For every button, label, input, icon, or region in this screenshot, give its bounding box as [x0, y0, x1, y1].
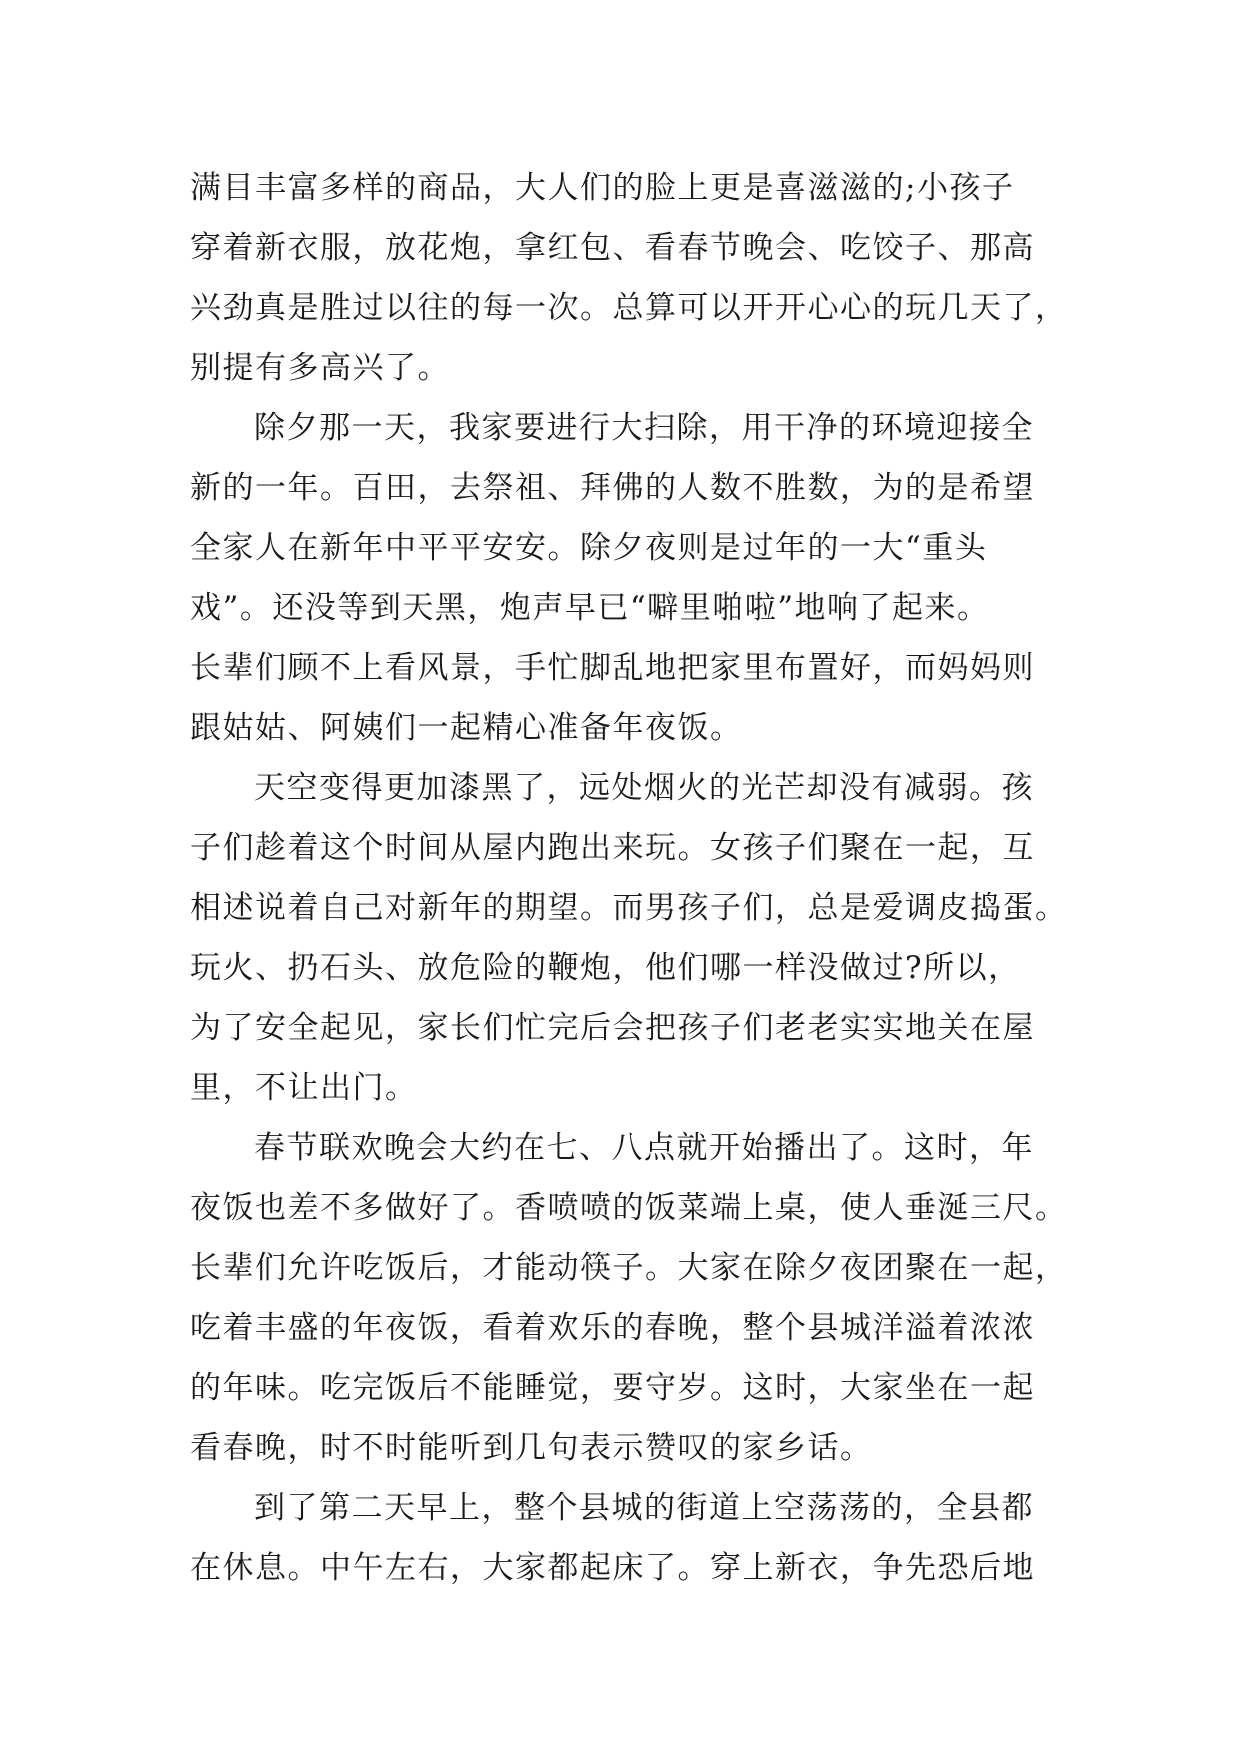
text-line: 长辈们顾不上看风景，手忙脚乱地把家里布置好，而妈妈则 [190, 650, 1035, 686]
paragraph-start-line: 除夕那一天，我家要进行大扫除，用干净的环境迎接全 [254, 410, 1034, 446]
text-line: 玩火、扔石头、放危险的鞭炮，他们哪一样没做过?所以， [190, 950, 1021, 986]
text-line: 夜饭也差不多做好了。香喷喷的饭菜端上桌，使人垂涎三尺。 [190, 1190, 1068, 1226]
paragraph-start-line: 到了第二天早上，整个县城的街道上空荡荡的，全县都 [254, 1490, 1034, 1526]
text-line: 兴劲真是胜过以往的每一次。总算可以开开心心的玩几天了， [190, 290, 1068, 326]
text-line: 为了安全起见，家长们忙完后会把孩子们老老实实地关在屋 [190, 1010, 1035, 1046]
text-line: 满目丰富多样的商品，大人们的脸上更是喜滋滋的;小孩子 [190, 170, 1015, 206]
text-line: 的年味。吃完饭后不能睡觉，要守岁。这时，大家坐在一起 [190, 1370, 1035, 1406]
text-line: 里，不让出门。 [190, 1070, 418, 1106]
text-line: 全家人在新年中平平安安。除夕夜则是过年的一大“重头 [190, 530, 988, 566]
paragraph-start-line: 天空变得更加漆黑了，远处烟火的光芒却没有减弱。孩 [254, 770, 1034, 806]
text-line: 跟姑姑、阿姨们一起精心准备年夜饭。 [190, 710, 743, 746]
text-line: 戏”。还没等到天黑，炮声早已“噼里啪啦”地响了起来。 [190, 590, 990, 626]
text-line: 在休息。中午左右，大家都起床了。穿上新衣，争先恐后地 [190, 1550, 1035, 1586]
text-line: 新的一年。百田，去祭祖、拜佛的人数不胜数，为的是希望 [190, 470, 1035, 506]
text-line: 子们趁着这个时间从屋内跑出来玩。女孩子们聚在一起，互 [190, 830, 1035, 866]
text-line: 长辈们允许吃饭后，才能动筷子。大家在除夕夜团聚在一起， [190, 1250, 1068, 1286]
text-line: 穿着新衣服，放花炮，拿红包、看春节晚会、吃饺子、那高 [190, 230, 1035, 266]
text-line: 看春晚，时不时能听到几句表示赞叹的家乡话。 [190, 1430, 873, 1466]
text-line: 别提有多高兴了。 [190, 350, 450, 386]
paragraph-start-line: 春节联欢晚会大约在七、八点就开始播出了。这时，年 [254, 1130, 1034, 1166]
text-line: 相述说着自己对新年的期望。而男孩子们，总是爱调皮捣蛋。 [190, 890, 1068, 926]
text-line: 吃着丰盛的年夜饭，看着欢乐的春晚，整个县城洋溢着浓浓 [190, 1310, 1035, 1346]
essay-text [190, 158, 1090, 1598]
